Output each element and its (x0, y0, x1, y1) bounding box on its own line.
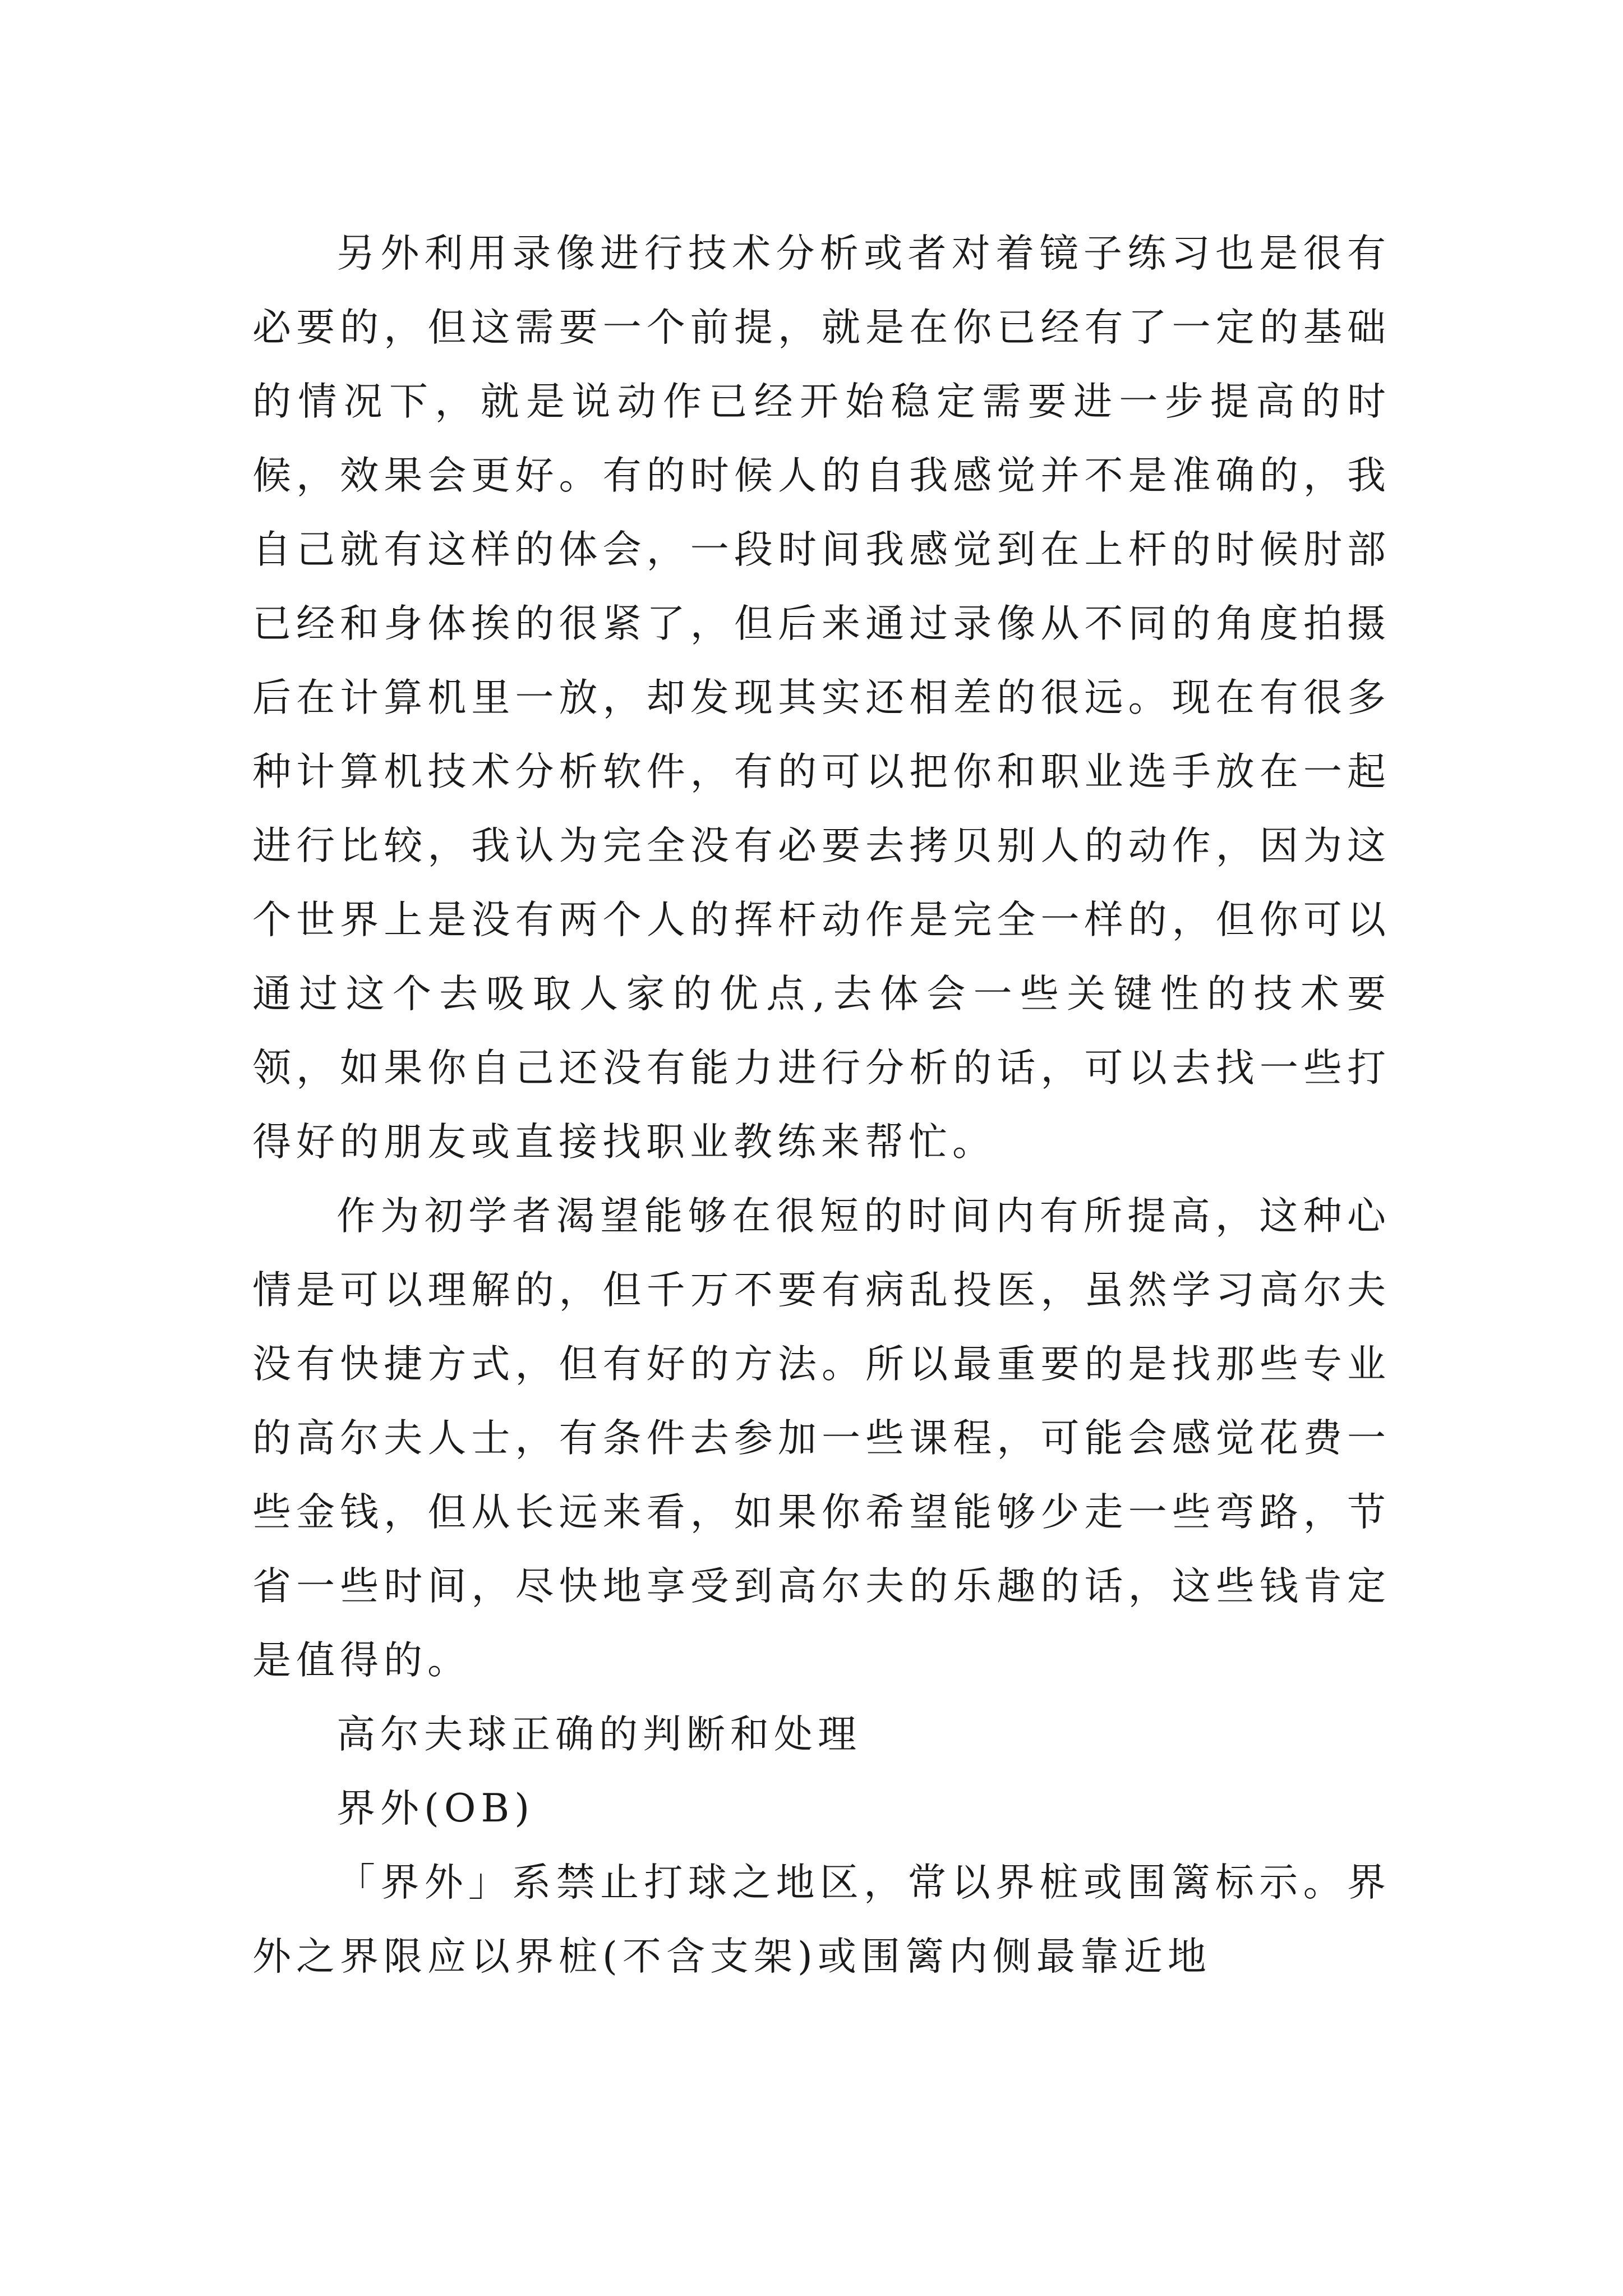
subheading-out-of-bounds: 界外(OB) (336, 1786, 535, 1831)
body-text (252, 217, 1391, 1994)
paragraph-video-analysis: 另外利用录像进行技术分析或者对着镜子练习也是很有必要的，但这需要一个前提，就是在你已经有了一定的基础的情况下，就是说动作已经开始稳定需要进一步提高的时候，效果会更好。有的时候人的自我感觉并不是准确的，我自己就有这样的体会，一段时间我感觉到在上杆的时候肘部已经和身体挨的很紧了，但后来通过录像从不同的角度拍摄后在计算机里一放，却发现其实还相差的很远。现在有很多种计算机技术分析软件，有的可以把你和职业选手放在一起进行比较，我认为完全没有必要去拷贝别人的动作，因为这个世界上是没有两个人的挥杆动作是完全一样的，但你可以通过这个去吸取人家的优点,去体会一些关键性的技术要领，如果你自己还没有能力进行分析的话，可以去找一些打得好的朋友或直接找职业教练来帮忙。 (252, 231, 1391, 1165)
paragraph-beginner-advice: 作为初学者渴望能够在很短的时间内有所提高，这种心情是可以理解的，但千万不要有病乱投医，虽然学习高尔夫没有快捷方式，但有好的方法。所以最重要的是找那些专业的高尔夫人士，有条件去参加一些课程，可能会感觉花费一些金钱，但从长远来看，如果你希望能够少走一些弯路，节省一些时间，尽快地享受到高尔夫的乐趣的话，这些钱肯定是值得的。 (252, 1194, 1391, 1683)
paragraph-out-of-bounds-definition: 「界外」系禁止打球之地区，常以界桩或围篱标示。界外之界限应以界桩(不含支架)或围篱内侧最靠近地 (252, 1860, 1391, 1979)
section-heading: 高尔夫球正确的判断和处理 (336, 1712, 861, 1757)
